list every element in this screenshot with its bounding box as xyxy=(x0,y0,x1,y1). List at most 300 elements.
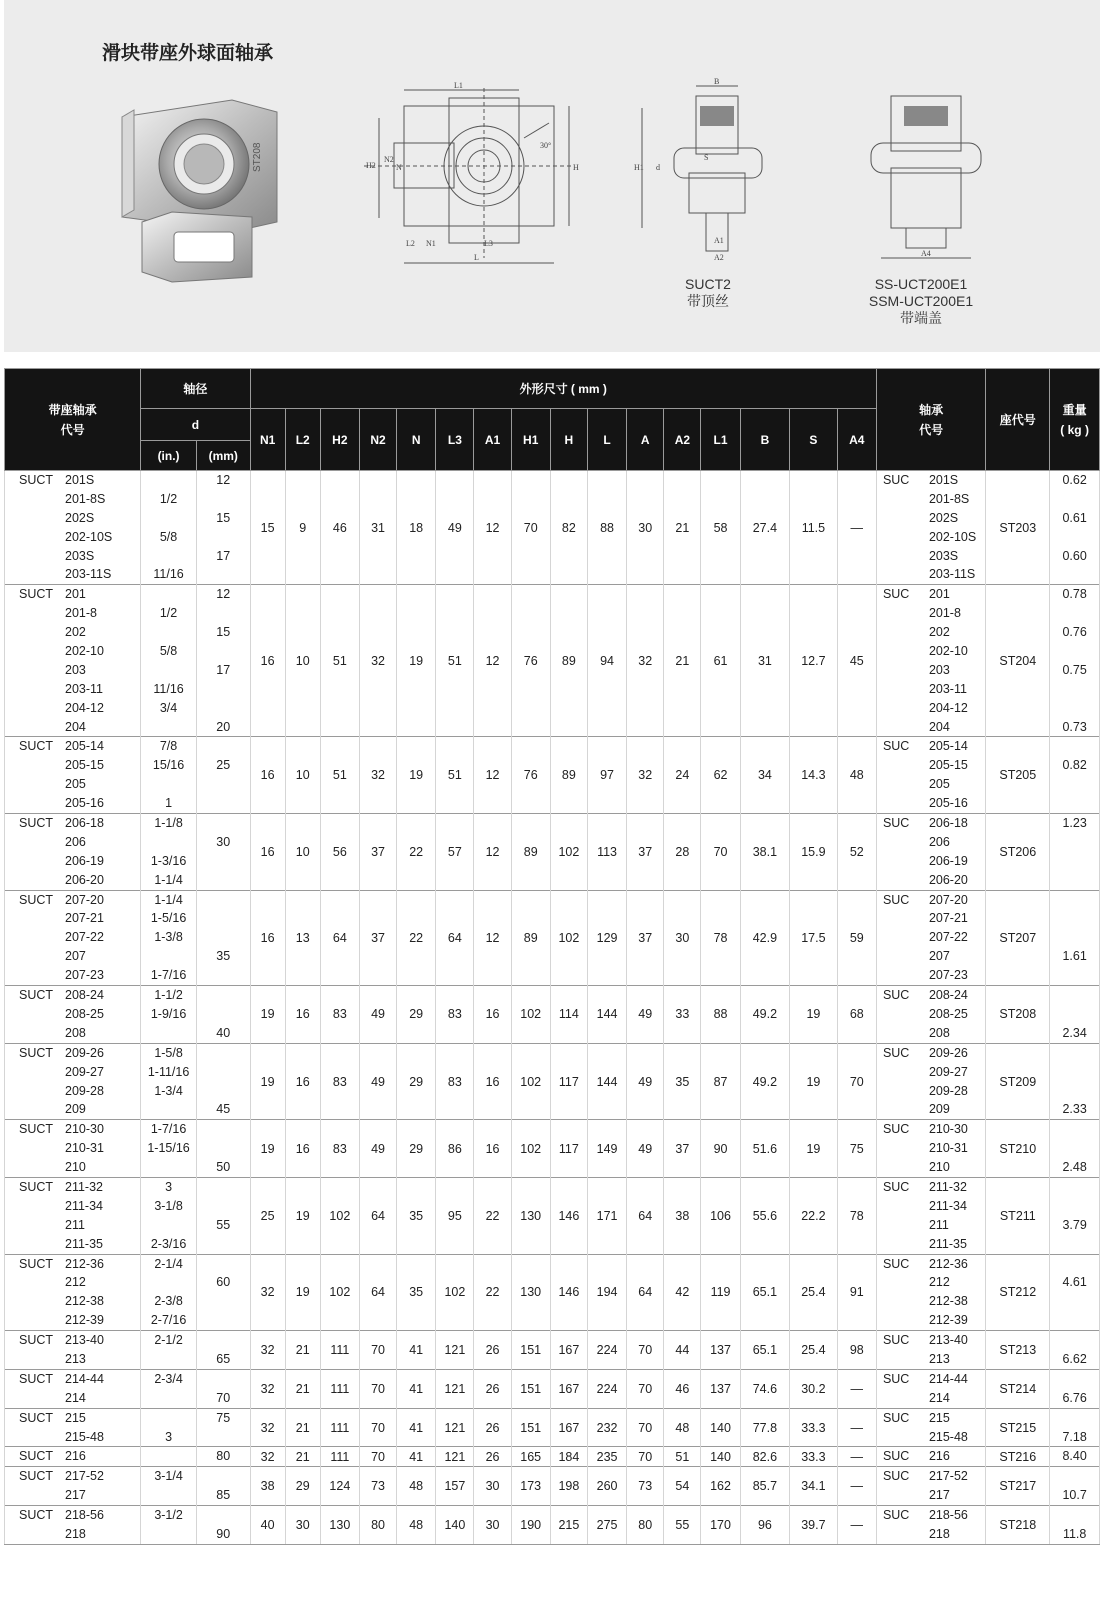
dim-label: L xyxy=(474,253,479,262)
weight-value xyxy=(1050,891,1099,910)
dim-value: 25.4 xyxy=(790,1331,837,1370)
unit-code xyxy=(877,1120,985,1139)
header-col-l2: L2 xyxy=(285,409,320,471)
code-prefix: SUC xyxy=(882,1410,910,1425)
fig4-caption-model-b: SSM-UCT200E1 xyxy=(868,293,974,309)
code-suffix: 205-15 xyxy=(928,758,968,773)
dim-value: 40 xyxy=(250,1506,285,1545)
code-suffix: 208-25 xyxy=(65,1006,104,1021)
weight-cell xyxy=(1050,471,1100,585)
code-suffix: 201-8 xyxy=(928,606,961,621)
shaft-mm xyxy=(197,909,250,928)
dim-value: 15 xyxy=(250,471,285,585)
shaft-inch-cell xyxy=(141,1120,197,1178)
bearing-code xyxy=(5,642,140,661)
dim-value: 49 xyxy=(359,1120,396,1178)
table-row xyxy=(5,1408,1100,1447)
dim-value: 64 xyxy=(436,890,474,985)
shaft-inch xyxy=(141,471,196,490)
bearing-code-cell xyxy=(5,890,141,985)
dim-value: 48 xyxy=(664,1408,701,1447)
dim-value: 15.9 xyxy=(790,814,837,891)
bearing-code-cell xyxy=(5,1467,141,1506)
dim-label: N xyxy=(396,163,402,172)
bearing-code xyxy=(5,1063,140,1082)
table-row xyxy=(5,986,1100,1044)
code-suffix: 207-21 xyxy=(65,911,104,926)
unit-code xyxy=(877,1082,985,1101)
bearing-code-cell xyxy=(5,585,141,737)
unit-code-cell xyxy=(876,737,985,814)
seat-code: ST213 xyxy=(986,1331,1050,1370)
shaft-mm xyxy=(197,1178,250,1197)
unit-code-cell xyxy=(876,1467,985,1506)
shaft-mm: 35 xyxy=(216,949,231,964)
shaft-inch: 3 xyxy=(165,1179,173,1194)
dim-value: 65.1 xyxy=(740,1331,790,1370)
table-row xyxy=(5,737,1100,814)
dim-value: 29 xyxy=(285,1467,320,1506)
dim-value: 55 xyxy=(664,1506,701,1545)
unit-code xyxy=(877,947,985,966)
dim-value: 56 xyxy=(320,814,359,891)
dim-value: 49 xyxy=(436,471,474,585)
dim-value: 22 xyxy=(474,1177,511,1254)
code-suffix: 212-36 xyxy=(928,1256,968,1271)
weight-cell xyxy=(1050,814,1100,891)
code-suffix: 209-27 xyxy=(65,1064,104,1079)
bearing-code-cell xyxy=(5,986,141,1044)
code-suffix: 212 xyxy=(65,1275,86,1290)
weight-value xyxy=(1050,528,1099,547)
bearing-code xyxy=(5,737,140,756)
dim-value: 22 xyxy=(397,890,436,985)
dim-value: 26 xyxy=(474,1369,511,1408)
dim-label: d xyxy=(656,163,660,172)
shaft-mm xyxy=(197,737,250,756)
shaft-mm xyxy=(197,565,250,584)
weight-value xyxy=(1050,1331,1099,1350)
weight-value xyxy=(1050,1044,1099,1063)
code-suffix: 211-34 xyxy=(65,1198,103,1213)
shaft-mm-cell xyxy=(196,814,250,891)
dim-value: 19 xyxy=(285,1254,320,1331)
shaft-inch-cell xyxy=(141,1408,197,1447)
table-row xyxy=(5,1467,1100,1506)
weight-cell xyxy=(1050,890,1100,985)
code-suffix: 208 xyxy=(928,1025,950,1040)
dim-value: 30.2 xyxy=(790,1369,837,1408)
unit-code xyxy=(877,547,985,566)
dim-value: 167 xyxy=(550,1369,587,1408)
code-suffix: 208-24 xyxy=(928,988,968,1003)
code-suffix: 201 xyxy=(65,587,86,602)
unit-code-cell xyxy=(876,1408,985,1447)
bearing-code-cell xyxy=(5,471,141,585)
code-suffix: 203 xyxy=(65,662,86,677)
code-suffix: 210-30 xyxy=(65,1122,104,1137)
table-row xyxy=(5,1331,1100,1370)
unit-code xyxy=(877,1506,985,1525)
bearing-code xyxy=(5,756,140,775)
unit-code xyxy=(877,1044,985,1063)
weight-value xyxy=(1050,680,1099,699)
code-suffix: 205 xyxy=(65,777,86,792)
bearing-code xyxy=(5,604,140,623)
shaft-inch: 2-7/16 xyxy=(150,1313,187,1328)
shaft-mm: 60 xyxy=(216,1275,231,1290)
dim-value: 130 xyxy=(511,1177,550,1254)
code-suffix: 202-10 xyxy=(928,644,968,659)
unit-code xyxy=(877,585,985,604)
shaft-mm: 75 xyxy=(216,1410,231,1425)
weight-value xyxy=(1050,986,1099,1005)
dim-value: 73 xyxy=(627,1467,664,1506)
shaft-mm-cell xyxy=(196,1120,250,1178)
spec-table xyxy=(4,368,1100,1545)
bearing-code xyxy=(5,1139,140,1158)
code-suffix: 217-52 xyxy=(65,1469,104,1484)
code-suffix: 205 xyxy=(928,777,950,792)
shaft-inch xyxy=(141,1100,196,1119)
shaft-mm xyxy=(197,1044,250,1063)
weight-value: 0.60 xyxy=(1062,548,1087,563)
dim-label: N2 xyxy=(384,155,394,164)
unit-code xyxy=(877,871,985,890)
shaft-inch xyxy=(141,623,196,642)
code-suffix: 209 xyxy=(65,1102,86,1117)
dim-value: 37 xyxy=(359,890,396,985)
shaft-mm xyxy=(197,1082,250,1101)
header-d: d xyxy=(141,409,250,441)
dim-value: 57 xyxy=(436,814,474,891)
dim-value: 78 xyxy=(701,890,740,985)
shaft-inch xyxy=(141,1024,196,1043)
dim-value: 30 xyxy=(627,471,664,585)
dim-value: 34.1 xyxy=(790,1467,837,1506)
weight-value xyxy=(1050,1005,1099,1024)
code-suffix: 204 xyxy=(928,719,950,734)
bearing-code xyxy=(5,1486,140,1505)
bearing-code xyxy=(5,1235,140,1254)
bearing-code-cell xyxy=(5,1043,141,1120)
dim-value: 70 xyxy=(701,814,740,891)
dim-value: 51 xyxy=(664,1447,701,1467)
code-suffix: 201-8 xyxy=(65,606,97,621)
weight-value xyxy=(1050,1120,1099,1139)
shaft-mm xyxy=(197,1197,250,1216)
weight-value xyxy=(1050,737,1099,756)
dim-value: 21 xyxy=(664,585,701,737)
dim-label: H1 xyxy=(634,163,644,172)
seat-code: ST215 xyxy=(986,1408,1050,1447)
weight-value xyxy=(1050,852,1099,871)
weight-cell xyxy=(1050,986,1100,1044)
dim-value: 86 xyxy=(436,1120,474,1178)
dim-value: 113 xyxy=(587,814,626,891)
weight-value: 0.78 xyxy=(1062,587,1087,602)
bearing-code xyxy=(5,1409,140,1428)
shaft-inch: 3-1/8 xyxy=(154,1198,183,1213)
shaft-inch xyxy=(141,1486,196,1505)
code-suffix: 208 xyxy=(65,1025,86,1040)
dim-value: 151 xyxy=(511,1369,550,1408)
dim-value: 117 xyxy=(550,1043,587,1120)
dim-value: 33.3 xyxy=(790,1408,837,1447)
shaft-inch: 2-3/4 xyxy=(154,1371,183,1386)
dim-value: 130 xyxy=(320,1506,359,1545)
dim-value: 24 xyxy=(664,737,701,814)
shaft-inch-cell xyxy=(141,737,197,814)
dim-value: 29 xyxy=(397,1120,436,1178)
bearing-code-cell xyxy=(5,1331,141,1370)
page-title: 滑块带座外球面轴承 xyxy=(102,42,274,64)
dim-value: 111 xyxy=(320,1447,359,1467)
code-prefix: SUC xyxy=(882,1122,910,1137)
dim-value: 129 xyxy=(587,890,626,985)
unit-code xyxy=(877,642,985,661)
dim-value: — xyxy=(837,1447,876,1467)
shaft-inch: 1-11/16 xyxy=(147,1064,190,1079)
weight-cell xyxy=(1050,1331,1100,1370)
weight-value: 0.76 xyxy=(1062,625,1087,640)
code-suffix: 218 xyxy=(928,1526,950,1541)
unit-code xyxy=(877,1178,985,1197)
shaft-inch-cell xyxy=(141,471,197,585)
shaft-mm xyxy=(197,1255,250,1274)
header-dimensions: 外形尺寸 ( mm ) xyxy=(250,369,876,409)
shaft-inch: 5/8 xyxy=(159,644,178,659)
weight-value xyxy=(1050,1409,1099,1428)
code-suffix: 215-48 xyxy=(928,1429,968,1444)
shaft-inch: 11/16 xyxy=(153,567,184,582)
dim-value: 16 xyxy=(474,1043,511,1120)
dim-value: 52 xyxy=(837,814,876,891)
shaft-inch xyxy=(141,1350,196,1369)
dim-value: 34 xyxy=(740,737,790,814)
shaft-mm: 20 xyxy=(216,719,231,734)
bearing-code xyxy=(5,852,140,871)
bearing-code xyxy=(5,661,140,680)
seat-code: ST218 xyxy=(986,1506,1050,1545)
dim-value: 16 xyxy=(250,737,285,814)
shaft-mm: 17 xyxy=(216,548,231,563)
weight-value xyxy=(1050,1255,1099,1274)
code-suffix: 216 xyxy=(928,1449,950,1464)
code-suffix: 202S xyxy=(928,510,959,525)
shaft-inch xyxy=(141,547,196,566)
shaft-mm-cell xyxy=(196,1177,250,1254)
unit-code xyxy=(877,1467,985,1486)
dim-value: 88 xyxy=(701,986,740,1044)
fig3-caption-note: 带顶丝 xyxy=(687,293,729,309)
unit-code xyxy=(877,1370,985,1389)
unit-code xyxy=(877,490,985,509)
bearing-code xyxy=(5,891,140,910)
seat-code: ST204 xyxy=(986,585,1050,737)
dim-value: 18 xyxy=(397,471,436,585)
bearing-code xyxy=(5,1100,140,1119)
dim-value: 10 xyxy=(285,737,320,814)
shaft-inch: 1-5/8 xyxy=(154,1045,183,1060)
dim-value: 75 xyxy=(837,1120,876,1178)
code-prefix: SUC xyxy=(882,1371,910,1386)
code-suffix: 204 xyxy=(65,719,86,734)
code-prefix: SUC xyxy=(882,1469,910,1484)
dim-value: 22 xyxy=(474,1254,511,1331)
unit-code-cell xyxy=(876,986,985,1044)
dim-value: 90 xyxy=(701,1120,740,1178)
dim-value: 14.3 xyxy=(790,737,837,814)
dim-value: 46 xyxy=(320,471,359,585)
shaft-mm xyxy=(197,1331,250,1350)
dim-value: 32 xyxy=(250,1447,285,1467)
shaft-inch: 3 xyxy=(165,1429,173,1444)
dim-value: 96 xyxy=(740,1506,790,1545)
code-suffix: 205-16 xyxy=(65,796,104,811)
dim-value: 22 xyxy=(397,814,436,891)
shaft-inch: 1-1/4 xyxy=(154,872,183,887)
unit-code xyxy=(877,1350,985,1369)
dim-value: 144 xyxy=(587,986,626,1044)
unit-code xyxy=(877,852,985,871)
dim-value: 16 xyxy=(474,1120,511,1178)
code-suffix: 207-21 xyxy=(928,911,968,926)
weight-value: 3.79 xyxy=(1062,1217,1087,1232)
seat-code: ST208 xyxy=(986,986,1050,1044)
dim-value: 19 xyxy=(790,986,837,1044)
dim-label: S xyxy=(704,153,709,162)
weight-value: 1.23 xyxy=(1062,816,1087,831)
table-row xyxy=(5,1120,1100,1178)
dim-value: 62 xyxy=(701,737,740,814)
dim-value: 64 xyxy=(359,1254,396,1331)
code-prefix: SUCT xyxy=(19,1045,54,1060)
dim-value: 22.2 xyxy=(790,1177,837,1254)
shaft-inch: 1-1/8 xyxy=(154,816,183,831)
bearing-code xyxy=(5,1255,140,1274)
dim-value: 102 xyxy=(320,1177,359,1254)
shaft-mm: 50 xyxy=(216,1160,231,1175)
shaft-inch xyxy=(141,1447,196,1466)
dim-value: 48 xyxy=(397,1467,436,1506)
dim-value: 162 xyxy=(701,1467,740,1506)
weight-cell xyxy=(1050,1043,1100,1120)
code-prefix: SUCT xyxy=(19,892,54,907)
unit-code xyxy=(877,1197,985,1216)
code-suffix: 203-11S xyxy=(65,567,112,582)
dim-value: 41 xyxy=(397,1408,436,1447)
shaft-inch xyxy=(141,1409,196,1428)
code-prefix: SUCT xyxy=(19,1256,54,1271)
code-suffix: 213-40 xyxy=(928,1333,968,1348)
dim-value: 89 xyxy=(550,737,587,814)
shaft-mm-cell xyxy=(196,890,250,985)
weight-value: 11.8 xyxy=(1062,1526,1087,1541)
weight-value: 2.34 xyxy=(1062,1025,1087,1040)
code-suffix: 206 xyxy=(65,834,86,849)
weight-value xyxy=(1050,909,1099,928)
dim-value: 49 xyxy=(359,1043,396,1120)
weight-value: 10.7 xyxy=(1062,1488,1087,1503)
dim-value: 19 xyxy=(790,1120,837,1178)
header-in: (in.) xyxy=(141,441,197,471)
code-suffix: 212-39 xyxy=(928,1313,968,1328)
shaft-inch: 1/2 xyxy=(159,606,178,621)
side-view-drawing-end-cap xyxy=(866,88,986,263)
shaft-inch: 3-1/4 xyxy=(154,1469,183,1484)
shaft-mm-cell xyxy=(196,1467,250,1506)
bearing-code-cell xyxy=(5,1120,141,1178)
unit-code xyxy=(877,928,985,947)
bearing-code xyxy=(5,909,140,928)
dim-value: 37 xyxy=(627,890,664,985)
dim-value: 51 xyxy=(320,737,359,814)
dim-value: 33 xyxy=(664,986,701,1044)
dim-value: — xyxy=(837,471,876,585)
shaft-mm-cell xyxy=(196,1254,250,1331)
dim-value: — xyxy=(837,1369,876,1408)
code-suffix: 210-30 xyxy=(928,1122,968,1137)
shaft-mm-cell xyxy=(196,1408,250,1447)
shaft-inch-cell xyxy=(141,1369,197,1408)
weight-value xyxy=(1050,1235,1099,1254)
weight-value xyxy=(1050,490,1099,509)
unit-code xyxy=(877,509,985,528)
bearing-code xyxy=(5,1005,140,1024)
weight-value: 0.62 xyxy=(1062,473,1087,487)
dim-value: 21 xyxy=(285,1408,320,1447)
unit-code xyxy=(877,756,985,775)
weight-value xyxy=(1050,775,1099,794)
unit-code-cell xyxy=(876,1506,985,1545)
shaft-inch: 1-5/16 xyxy=(150,911,187,926)
shaft-inch-cell xyxy=(141,585,197,737)
dim-value: 48 xyxy=(837,737,876,814)
table-row xyxy=(5,471,1100,585)
weight-value: 0.73 xyxy=(1062,719,1087,734)
code-prefix: SUCT xyxy=(19,988,54,1003)
weight-cell xyxy=(1050,737,1100,814)
header-col-n1: N1 xyxy=(250,409,285,471)
dim-label: B xyxy=(714,78,720,86)
bearing-code-cell xyxy=(5,814,141,891)
dim-value: 32 xyxy=(250,1331,285,1370)
dim-value: 48 xyxy=(397,1506,436,1545)
header-col-h1: H1 xyxy=(511,409,550,471)
unit-code xyxy=(877,1063,985,1082)
fig4-caption xyxy=(856,276,986,327)
shaft-mm xyxy=(197,1292,250,1311)
shaft-inch-cell xyxy=(141,1506,197,1545)
shaft-inch: 1-7/16 xyxy=(150,968,187,983)
bearing-code xyxy=(5,1178,140,1197)
bearing-code xyxy=(5,1120,140,1139)
dim-value: 73 xyxy=(359,1467,396,1506)
unit-code-cell xyxy=(876,1447,985,1467)
dim-value: 70 xyxy=(627,1447,664,1467)
fig3-caption-model: SUCT2 xyxy=(685,276,731,292)
fig4-caption-model-a: SS-UCT200E1 xyxy=(874,276,968,292)
weight-value xyxy=(1050,928,1099,947)
dim-value: 41 xyxy=(397,1369,436,1408)
dim-value: 19 xyxy=(250,1043,285,1120)
weight-value xyxy=(1050,794,1099,813)
dim-value: 12 xyxy=(474,814,511,891)
shaft-mm: 17 xyxy=(216,662,231,677)
seat-code: ST209 xyxy=(986,1043,1050,1120)
dim-value: 95 xyxy=(436,1177,474,1254)
